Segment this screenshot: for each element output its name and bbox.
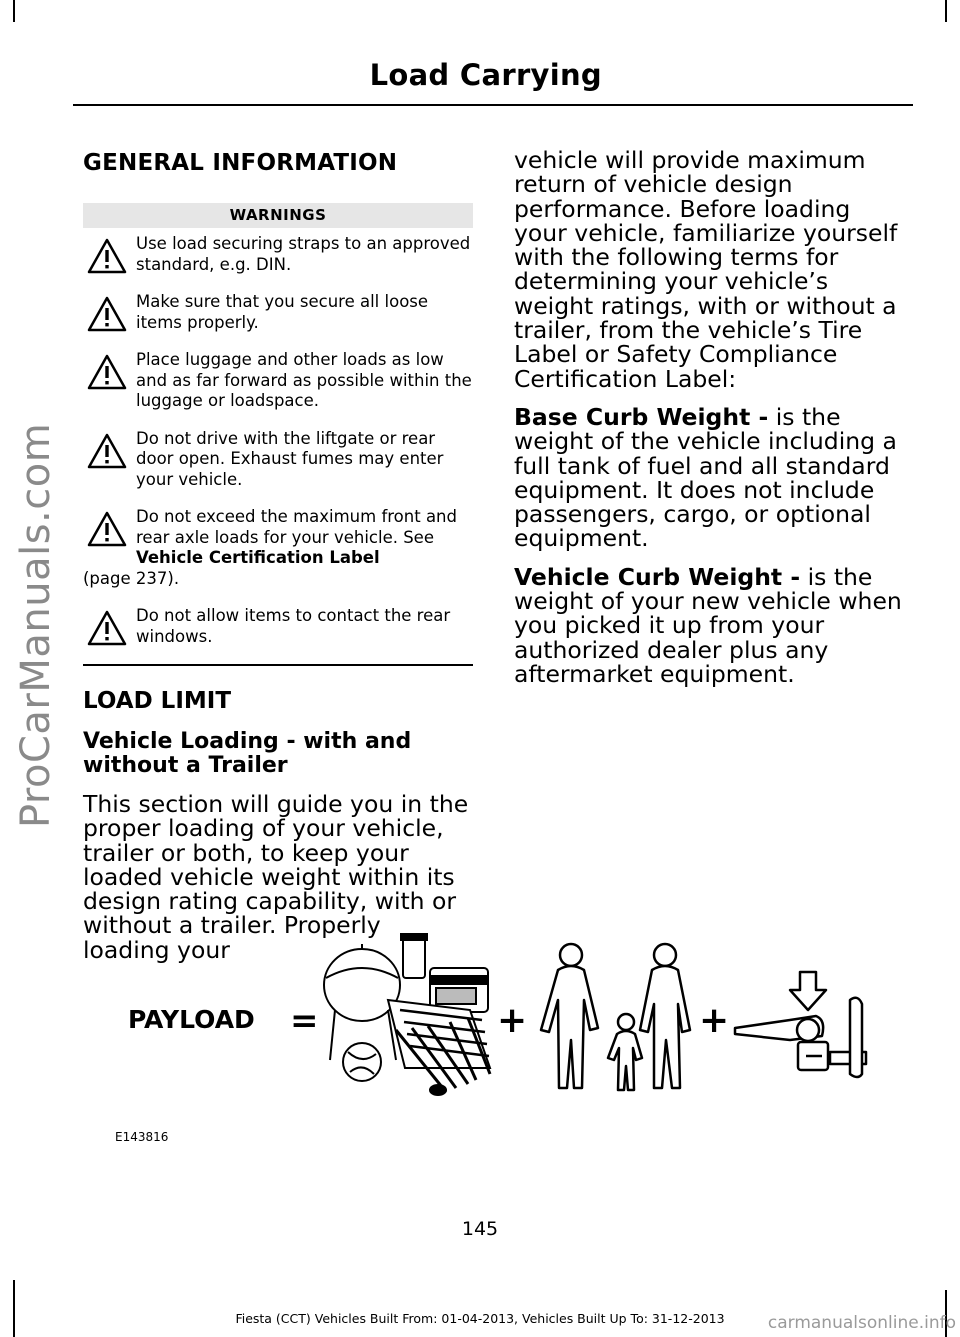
continued-paragraph: vehicle will provide maximum return of vehicle design performance. Before loading your vehicle, familiarize yourself with the following terms for determining your vehicle’s weight ratings, with or without a trailer, from the vehicle’s Tire Label or Safety Compliance Certification Label:	[514, 146, 898, 393]
vehicle-curb-weight-text: is the weight of your new vehicle when you picked it up from your authorized dealer plus any aftermarket equipment.	[514, 562, 902, 688]
right-column	[514, 148, 909, 686]
vehicle-loading-heading: Vehicle Loading - with and without a Trailer	[83, 729, 412, 778]
footer-vehicle-info: Fiesta (CCT) Vehicles Built From: 01-04-2013, Vehicles Built Up To: 31-12-2013	[235, 1311, 725, 1326]
side-watermark: ProCarManuals.com	[13, 422, 59, 828]
passengers-icon	[541, 944, 690, 1090]
page-number: 145	[461, 1218, 499, 1240]
vehicle-curb-weight-paragraph	[514, 562, 909, 688]
watermark-url: carmanualsonline.info	[767, 1313, 956, 1333]
payload-illustration	[120, 930, 880, 1130]
warning-triangle-icon	[87, 238, 127, 274]
load-limit-heading: LOAD LIMIT	[83, 688, 232, 714]
warning-item	[83, 606, 473, 647]
left-column	[83, 148, 473, 962]
base-curb-weight-term: Base Curb Weight -	[514, 402, 769, 431]
header-rule	[73, 104, 913, 106]
warning-text: Do not exceed the maximum front and rear axle loads for your vehicle. See	[136, 507, 457, 547]
warning-triangle-icon	[87, 354, 127, 390]
warning-text: Use load securing straps to an approved standard, e.g. DIN.	[136, 234, 471, 274]
warning-item	[83, 507, 473, 589]
warnings-heading: WARNINGS	[83, 203, 473, 228]
crop-mark	[13, 1280, 15, 1337]
warning-triangle-icon	[87, 433, 127, 469]
figure-id: E143816	[115, 1130, 169, 1144]
warning-text: Make sure that you secure all loose items properly.	[136, 292, 429, 332]
plus-sign: +	[497, 1000, 528, 1041]
cross-reference-link[interactable]: Vehicle Certification Label	[136, 548, 380, 567]
warning-item	[83, 350, 473, 412]
cargo-items-icon	[324, 934, 490, 1095]
crop-mark	[945, 0, 947, 22]
intro-paragraph: This section will guide you in the proper loading of your vehicle, trailer or both, to keep your loaded vehicle weight within its design rating capability, with or without a trailer. Properly loading your	[83, 790, 469, 964]
payload-label: PAYLOAD	[128, 1005, 255, 1034]
warning-text: Place luggage and other loads as low and as far forward as possible within the luggage or loadspace.	[136, 350, 472, 410]
plus-sign: +	[699, 1000, 730, 1041]
page-reference: (page 237).	[83, 568, 180, 588]
warning-item	[83, 234, 473, 275]
warning-triangle-icon	[87, 511, 127, 547]
trailer-tongue-load-icon	[735, 972, 866, 1077]
vehicle-curb-weight-term: Vehicle Curb Weight -	[514, 562, 801, 591]
warning-text: Do not allow items to contact the rear windows.	[136, 606, 451, 646]
warning-item	[83, 292, 473, 333]
crop-mark	[13, 0, 15, 22]
warning-triangle-icon	[87, 296, 127, 332]
warning-item	[83, 429, 473, 491]
general-information-heading: GENERAL INFORMATION	[83, 150, 398, 176]
warning-triangle-icon	[87, 610, 127, 646]
base-curb-weight-paragraph	[514, 402, 909, 553]
equals-sign: =	[290, 1001, 319, 1041]
warning-text: Do not drive with the liftgate or rear door open. Exhaust fumes may enter your vehicle.	[136, 428, 444, 489]
base-curb-weight-text: is the weight of the vehicle including a full tank of fuel and all standard equipment. It does not include passengers, cargo, or optional equipment.	[514, 402, 897, 553]
warnings-end-rule	[83, 664, 473, 666]
section-title: Load Carrying	[369, 58, 602, 92]
